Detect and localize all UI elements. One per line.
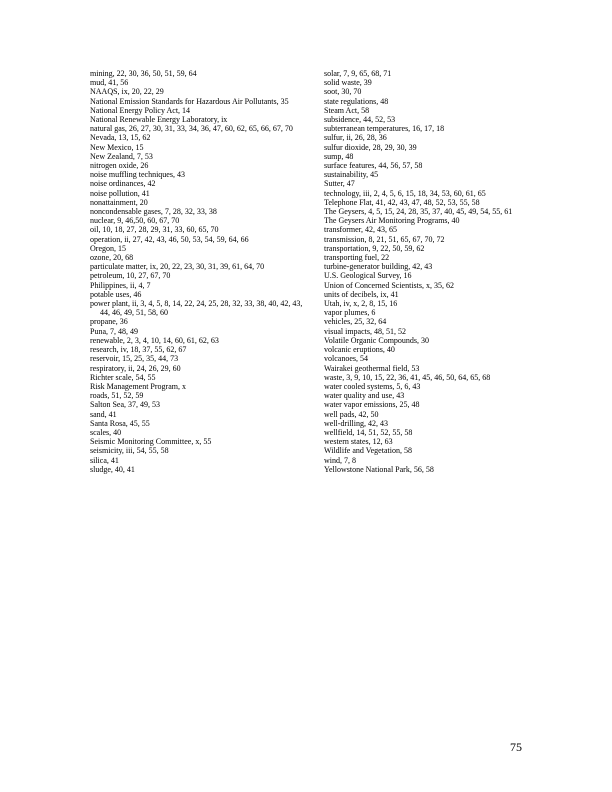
index-entry: state regulations, 48 [324, 96, 389, 106]
index-entry: wellfield, 14, 51, 52, 55, 58 [324, 427, 413, 437]
index-entry: Union of Concerned Scientists, x, 35, 62 [324, 280, 454, 290]
index-entry: vehicles, 25, 32, 64 [324, 317, 387, 327]
index-entry: mud, 41, 56 [90, 78, 129, 88]
index-entry: Salton Sea, 37, 49, 53 [90, 400, 160, 410]
index-entry: propane, 36 [90, 317, 128, 327]
index-entry: Richter scale, 54, 55 [90, 372, 156, 382]
index-entry: sump, 48 [324, 151, 354, 161]
index-entry: mining, 22, 30, 36, 50, 51, 59, 64 [90, 69, 197, 78]
index-entry: Nevada, 13, 15, 62 [90, 133, 151, 143]
index-entry: noncondensable gases, 7, 28, 32, 33, 38 [90, 207, 217, 217]
index-entry: natural gas, 26, 27, 30, 31, 33, 34, 36, 47, 60, 62, 65, 66, 67, 70 [90, 124, 293, 134]
page-number: 75 [510, 740, 522, 754]
index-entry: surface features, 44, 56, 57, 58 [324, 161, 423, 171]
index-entry: noise muffling techniques, 43 [90, 170, 185, 180]
index-entry: subsidence, 44, 52, 53 [324, 115, 396, 125]
index-entry: power plant, ii, 3, 4, 5, 8, 14, 22, 24, 25, 28, 32, 33, 38, 40, 42, 43, 44, 46, 49, 51, 58, 60 [90, 299, 303, 318]
index-entry: nonattainment, 20 [90, 197, 148, 207]
index-entry: ozone, 20, 68 [90, 253, 134, 263]
index-entry: sulfur, ii, 26, 28, 36 [324, 133, 387, 143]
index-entry: transformer, 42, 43, 65 [324, 225, 397, 235]
index-entry: research, iv, 18, 37, 55, 62, 67 [90, 345, 187, 355]
index-entry: sulfur dioxide, 28, 29, 30, 39 [324, 142, 417, 152]
index-entry: New Zealand, 7, 53 [90, 151, 153, 161]
index-entry: visual impacts, 48, 51, 52 [324, 326, 406, 336]
index-entry: operation, ii, 27, 42, 43, 46, 50, 53, 54, 59, 64, 66 [90, 234, 249, 244]
index-entry: units of decibels, ix, 41 [324, 289, 399, 299]
index-entry: Wildlife and Vegetation, 58 [324, 446, 412, 456]
index-entry: The Geysers Air Monitoring Programs, 40 [324, 216, 460, 226]
index-entry: Utah, iv, x, 2, 8, 15, 16 [324, 299, 398, 309]
index-entry: nitrogen oxide, 26 [90, 161, 149, 171]
index-entry: renewable, 2, 3, 4, 10, 14, 60, 61, 62, 63 [90, 335, 219, 345]
index-entry: Seismic Monitoring Committee, x, 55 [90, 437, 212, 447]
index-entry: well-drilling, 42, 43 [324, 418, 388, 428]
index-entry: oil, 10, 18, 27, 28, 29, 31, 33, 60, 65, 70 [90, 225, 219, 235]
index-entry: solar, 7, 9, 65, 68, 71 [324, 69, 392, 78]
index-entry: solid waste, 39 [324, 78, 372, 88]
index-entry: volcanoes, 54 [324, 354, 368, 364]
index-entry: well pads, 42, 50 [324, 409, 379, 419]
index-entry: seismicity, iii, 54, 55, 58 [90, 446, 169, 456]
index-entry: Puna, 7, 48, 49 [90, 326, 138, 336]
index-entry: water quality and use, 43 [324, 391, 405, 401]
index-entry: nuclear, 9, 46,50, 60, 67, 70 [90, 216, 180, 226]
index-entry: NAAQS, ix, 20, 22, 29 [90, 87, 164, 97]
index-entry: The Geysers, 4, 5, 15, 24, 28, 35, 37, 40, 45, 49, 54, 55, 61 [324, 207, 513, 217]
index-entry: water cooled systems, 5, 6, 43 [324, 381, 421, 391]
index-entry: particulate matter, ix, 20, 22, 23, 30, 31, 39, 61, 64, 70 [90, 262, 265, 272]
index-entry: Wairakei geothermal field, 53 [324, 363, 420, 373]
index-entry: vapor plumes, 6 [324, 308, 376, 318]
index-entry: noise pollution, 41 [90, 188, 150, 198]
index-entry: silica, 41 [90, 455, 119, 465]
index-entry: Yellowstone National Park, 56, 58 [324, 464, 434, 474]
index-entry: soot, 30, 70 [324, 87, 362, 97]
index-entry: turbine-generator building, 42, 43 [324, 262, 433, 272]
index-entry: sludge, 40, 41 [90, 464, 135, 474]
index-entry: reservoir, 15, 25, 35, 44, 73 [90, 354, 179, 364]
index-entry: Risk Management Program, x [90, 381, 186, 391]
index-entry: Telephone Flat, 41, 42, 43, 47, 48, 52, 53, 55, 58 [324, 197, 480, 207]
index-entry: Sutter, 47 [324, 179, 355, 189]
index-entry: scales, 40 [90, 427, 122, 437]
index-entry: National Emission Standards for Hazardous Air Pollutants, 35 [90, 96, 289, 106]
index-entry: Philippines, ii, 4, 7 [90, 280, 151, 290]
index-entry: water vapor emissions, 25, 48 [324, 400, 420, 410]
index-entry: noise ordinances, 42 [90, 179, 156, 189]
index-entry: petroleum, 10, 27, 67, 70 [90, 271, 171, 281]
index-entry: roads, 51, 52, 59 [90, 391, 144, 401]
index-entry: sand, 41 [90, 409, 117, 419]
index-entry: New Mexico, 15 [90, 142, 144, 152]
index-entry: potable uses, 46 [90, 289, 142, 299]
index-entry: subterranean temperatures, 16, 17, 18 [324, 124, 445, 134]
index-entry: National Renewable Energy Laboratory, ix [90, 115, 228, 125]
index-entry: transporting fuel, 22 [324, 253, 390, 263]
index-entry: transportation, 9, 22, 50, 59, 62 [324, 243, 425, 253]
index-entry: U.S. Geological Survey, 16 [324, 271, 412, 281]
index-entry: western states, 12, 63 [324, 437, 393, 447]
index-entry: technology, iii, 2, 4, 5, 6, 15, 18, 34, 53, 60, 61, 65 [324, 188, 486, 198]
index-entry: Volatile Organic Compounds, 30 [324, 335, 430, 345]
index-column-right [324, 69, 524, 474]
index-entry: Steam Act, 58 [324, 105, 370, 115]
index-column-left [90, 69, 310, 474]
index-entry: waste, 3, 9, 10, 15, 22, 36, 41, 45, 46, 50, 64, 65, 68 [324, 372, 491, 382]
index-entry: respiratory, ii, 24, 26, 29, 60 [90, 363, 181, 373]
index-entry: volcanic eruptions, 40 [324, 345, 395, 355]
index-entry: sustainability, 45 [324, 170, 379, 180]
index-entry: Santa Rosa, 45, 55 [90, 418, 150, 428]
index-entry: Oregon, 15 [90, 243, 126, 253]
index-entry: wind, 7, 8 [324, 455, 356, 465]
index-entry: National Energy Policy Act, 14 [90, 105, 191, 115]
index-entry: transmission, 8, 21, 51, 65, 67, 70, 72 [324, 234, 445, 244]
